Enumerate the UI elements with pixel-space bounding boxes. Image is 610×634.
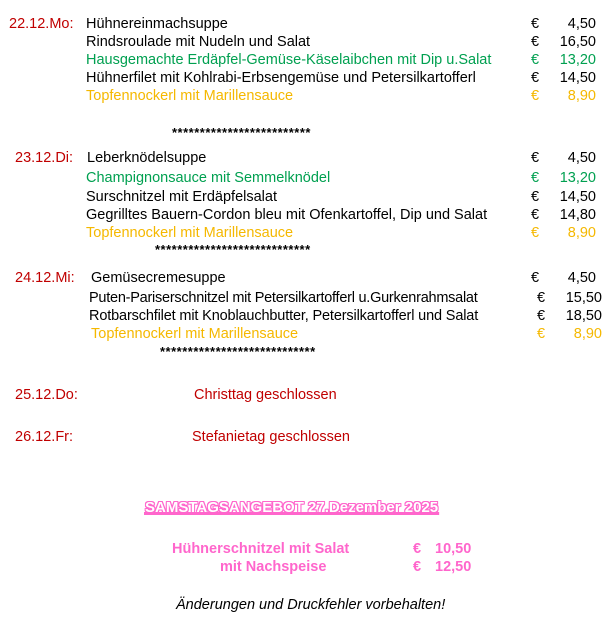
euro-sign: € [531,189,540,205]
menu-item-name: Topfennockerl mit Marillensauce [91,326,299,342]
menu-item-price: 14,50 [559,70,596,86]
closed-date: 25.12.Do: [15,387,78,403]
menu-item-price: 8,90 [567,88,596,104]
menu-item-name: Rindsroulade mit Nudeln und Salat [86,34,311,50]
menu-item-price: 4,50 [567,16,596,32]
menu-item-price: 13,20 [559,52,596,68]
menu-item-price: 4,50 [567,150,596,166]
euro-sign: € [537,308,546,324]
euro-sign: € [531,34,540,50]
menu-item-name: Hausgemachte Erdäpfel-Gemüse-Käselaibchen mit Dip u.Salat [86,52,492,68]
saturday-item-name: mit Nachspeise [220,559,327,575]
menu-item-name: Surschnitzel mit Erdäpfelsalat [86,189,277,205]
menu-item-price: 14,50 [559,189,596,205]
euro-sign: € [531,150,540,166]
euro-sign: € [531,270,540,286]
menu-item-name: Topfennockerl mit Marillensauce [86,225,294,241]
menu-item-price: 8,90 [567,225,596,241]
euro-sign: € [531,170,540,186]
saturday-item-name: Hühnerschnitzel mit Salat [172,541,350,557]
day-date: 23.12.Di: [15,150,74,166]
saturday-item-price: 10,50 [435,541,472,557]
closed-text: Stefanietag geschlossen [192,429,350,445]
menu-item-price: 8,90 [573,326,602,342]
menu-item-name: Champignonsauce mit Semmelknödel [86,170,331,186]
separator-stars: **************************** [160,344,316,359]
menu-item-price: 14,80 [559,207,596,223]
disclaimer: Änderungen und Druckfehler vorbehalten! [176,597,446,613]
euro-sign: € [531,225,540,241]
euro-sign: € [537,326,546,342]
menu-item-price: 15,50 [565,290,602,306]
euro-sign: € [413,559,422,575]
euro-sign: € [531,52,540,68]
menu-item-name: Hühnereinmachsuppe [86,16,228,32]
saturday-item-price: 12,50 [435,559,472,575]
menu-item-price: 4,50 [567,270,596,286]
closed-date: 26.12.Fr: [15,429,74,445]
menu-item-price: 18,50 [565,308,602,324]
menu-item-name: Hühnerfilet mit Kohlrabi-Erbsengemüse und Petersilkartofferl [86,70,476,86]
closed-text: Christtag geschlossen [194,387,337,403]
menu-item-name: Leberknödelsuppe [87,150,207,166]
day-date: 22.12.Mo: [9,16,74,32]
menu-item-name: Rotbarschfilet mit Knoblauchbutter, Petersilkartofferl und Salat [89,308,479,324]
euro-sign: € [531,16,540,32]
euro-sign: € [531,88,540,104]
euro-sign: € [537,290,546,306]
saturday-offer-title: SAMSTAGSANGEBOT 27.Dezember 2025 [145,499,439,516]
menu-item-name: Topfennockerl mit Marillensauce [86,88,294,104]
euro-sign: € [413,541,422,557]
euro-sign: € [531,207,540,223]
menu-item-name: Gemüsecremesuppe [91,270,226,286]
menu-item-price: 16,50 [559,34,596,50]
menu-item-name: Puten-Pariserschnitzel mit Petersilkartofferl u.Gurkenrahmsalat [89,290,478,306]
menu-item-price: 13,20 [559,170,596,186]
separator-stars: **************************** [155,242,311,257]
euro-sign: € [531,70,540,86]
day-date: 24.12.Mi: [15,270,75,286]
menu-item-name: Gegrilltes Bauern-Cordon bleu mit Ofenkartoffel, Dip und Salat [86,207,488,223]
separator-stars: ************************* [172,125,311,140]
